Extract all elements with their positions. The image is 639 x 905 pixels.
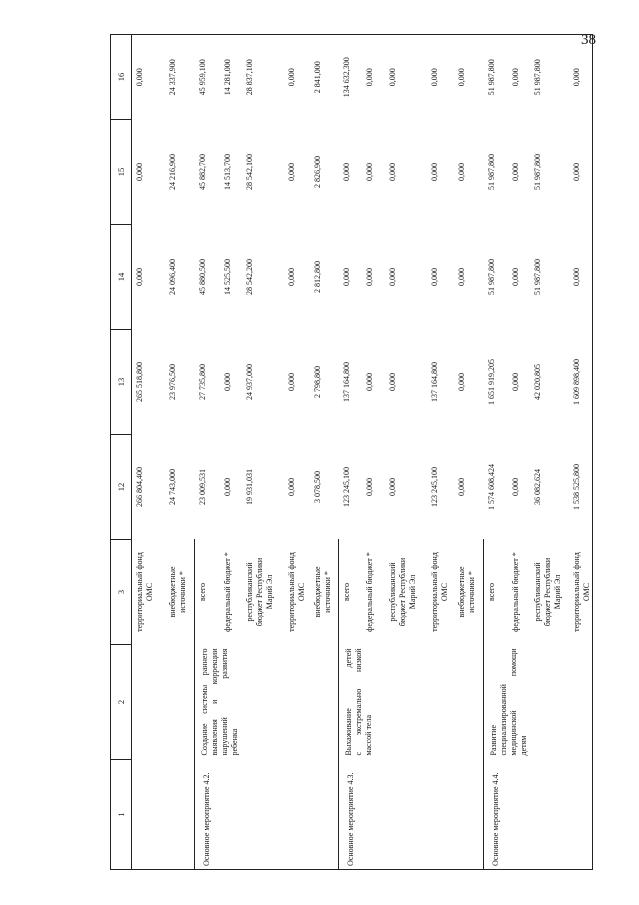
value-col-13: 0,000 <box>222 373 232 391</box>
table-row <box>339 35 362 870</box>
value-col-12: 266 804,400 <box>135 467 144 507</box>
value-col-12: 1 538 525,800 <box>571 464 581 510</box>
value-col-15: 0,000 <box>387 163 397 181</box>
value-col-16: 0,000 <box>456 68 466 87</box>
value-col-15: 0,000 <box>364 163 374 181</box>
value-col-13: 137 164,800 <box>341 362 351 402</box>
value-col-13: 2 798,800 <box>312 366 322 398</box>
value-col-14: 0,000 <box>456 268 466 286</box>
value-col-12: 123 245,100 <box>429 467 439 507</box>
activity-title-cell-continued <box>132 645 195 760</box>
value-col-16: 28 837,100 <box>244 59 254 96</box>
funding-table <box>110 34 593 870</box>
value-col-16: 0,000 <box>135 68 144 87</box>
rotated-table-sheet <box>110 35 590 870</box>
table-row <box>195 35 220 870</box>
column-header-3: 3 <box>111 540 132 645</box>
funding-source: республиканский бюджет Республики Марий Эл <box>532 557 562 627</box>
value-col-13: 0,000 <box>364 373 374 391</box>
value-col-14: 51 987,800 <box>532 259 542 295</box>
activity-cell-continued <box>132 760 195 870</box>
value-col-16: 134 632,300 <box>341 57 351 98</box>
activity-number: Основное мероприятие 4.4. <box>484 760 593 870</box>
value-col-14: 0,000 <box>571 268 581 286</box>
funding-source: всего <box>195 540 220 645</box>
page-number: 38 <box>581 32 596 48</box>
value-col-12: 0,000 <box>387 478 397 496</box>
value-col-15: 51 987,800 <box>532 154 542 190</box>
value-col-14: 0,000 <box>387 268 397 286</box>
column-header-15: 15 <box>111 120 132 225</box>
value-col-15: 28 542,100 <box>244 154 254 190</box>
value-col-16: 51 987,800 <box>532 59 542 96</box>
funding-source: внебюджетные источники * <box>167 566 187 618</box>
value-col-13: 1 651 919,205 <box>486 359 496 405</box>
funding-source: республиканский бюджет Республики Марий Эл <box>387 557 417 627</box>
value-col-16: 0,000 <box>571 68 581 87</box>
activity-title-line: Выхаживание детей <box>344 648 353 756</box>
value-col-13: 265 518,800 <box>135 362 144 402</box>
funding-source: внебюджетные источники * <box>312 566 332 618</box>
value-col-13: 0,000 <box>286 373 296 391</box>
value-col-16: 0,000 <box>364 68 374 87</box>
funding-source: территориальный фонд ОМС <box>429 552 449 632</box>
value-col-15: 45 882,700 <box>197 154 207 190</box>
funding-source: федеральный бюджет * <box>364 552 374 632</box>
column-header-12: 12 <box>111 435 132 540</box>
funding-source: внебюджетные источники * <box>456 566 476 618</box>
value-col-12: 1 574 608,424 <box>486 464 496 510</box>
column-header-1: 1 <box>111 760 132 870</box>
value-col-16: 0,000 <box>510 68 520 87</box>
value-col-16: 0,000 <box>429 68 439 87</box>
activity-title-line: ребенка <box>230 728 239 756</box>
value-col-15: 0,000 <box>510 163 520 181</box>
column-header-2: 2 <box>111 645 132 760</box>
table-row <box>484 35 508 870</box>
value-col-15: 0,000 <box>571 163 581 181</box>
value-col-16: 24 337,900 <box>167 59 177 96</box>
value-col-13: 137 164,800 <box>429 362 439 402</box>
value-col-14: 2 812,800 <box>312 261 322 293</box>
funding-source: всего <box>339 540 362 645</box>
value-col-12: 0,000 <box>222 478 232 496</box>
value-col-12: 36 082,624 <box>532 469 542 505</box>
value-col-13: 0,000 <box>387 373 397 391</box>
value-col-14: 0,000 <box>510 268 520 286</box>
value-col-14: 28 542,200 <box>244 259 254 295</box>
value-col-14: 0,000 <box>286 268 296 286</box>
column-header-14: 14 <box>111 225 132 330</box>
value-col-15: 0,000 <box>429 163 439 181</box>
value-col-15: 0,000 <box>341 163 351 181</box>
activity-number: Основное мероприятие 4.3. <box>339 760 484 870</box>
funding-source: федеральный бюджет * <box>510 552 520 632</box>
value-col-16: 45 959,100 <box>197 59 207 96</box>
value-col-15: 0,000 <box>135 163 144 181</box>
funding-source: всего <box>484 540 508 645</box>
activity-title-line: детям <box>519 735 528 756</box>
funding-source: республиканский бюджет Республики Марий Эл <box>244 557 274 627</box>
activity-title-line: специализированной <box>499 684 508 756</box>
value-col-16: 0,000 <box>387 68 397 87</box>
value-col-13: 24 937,000 <box>244 364 254 400</box>
value-col-16: 0,000 <box>286 68 296 87</box>
value-col-12: 24 743,000 <box>167 469 177 505</box>
activity-title-line: медицинской помощи <box>509 648 518 756</box>
funding-source: территориальный фонд ОМС <box>571 552 591 632</box>
value-col-13: 0,000 <box>456 373 466 391</box>
activity-title <box>195 645 339 760</box>
activity-title-line: с экстремально низкой <box>354 648 363 756</box>
value-col-13: 23 976,500 <box>167 364 177 400</box>
value-col-16: 51 987,800 <box>486 59 496 96</box>
value-col-14: 24 096,400 <box>167 259 177 295</box>
activity-title-line: Создание системы раннего <box>200 648 209 756</box>
value-col-13: 1 609 898,400 <box>571 359 581 405</box>
value-col-15: 24 216,900 <box>167 154 177 190</box>
value-col-12: 23 009,531 <box>197 469 207 505</box>
value-col-14: 0,000 <box>429 268 439 286</box>
column-header-16: 16 <box>111 35 132 120</box>
value-col-13: 42 020,805 <box>532 364 542 400</box>
value-col-14: 51 987,800 <box>486 259 496 295</box>
activity-title-line: нарушений развития <box>220 648 229 756</box>
header-row <box>111 35 132 870</box>
value-col-15: 51 987,800 <box>486 154 496 190</box>
value-col-14: 45 880,500 <box>197 259 207 295</box>
funding-source: федеральный бюджет * <box>222 552 232 632</box>
column-header-13: 13 <box>111 330 132 435</box>
activity-title-line: массой тела <box>364 714 373 756</box>
activity-title-line: выявления и коррекции <box>210 648 219 756</box>
value-col-12: 19 931,031 <box>244 469 254 505</box>
activity-title-line: Развитие <box>489 724 498 756</box>
value-col-12: 0,000 <box>364 478 374 496</box>
value-col-16: 2 841,000 <box>312 61 322 94</box>
activity-title <box>484 645 593 760</box>
table-row <box>132 35 165 870</box>
value-col-12: 123 245,100 <box>341 467 351 507</box>
value-col-12: 3 078,500 <box>312 471 322 503</box>
funding-source: территориальный фонд ОМС <box>286 552 306 632</box>
value-col-12: 0,000 <box>510 478 520 496</box>
value-col-13: 27 735,800 <box>197 364 207 400</box>
value-col-14: 0,000 <box>135 268 144 286</box>
value-col-13: 0,000 <box>510 373 520 391</box>
activity-title <box>339 645 484 760</box>
value-col-15: 2 826,900 <box>312 156 322 188</box>
value-col-14: 0,000 <box>341 268 351 286</box>
value-col-15: 14 513,700 <box>222 154 232 190</box>
value-col-16: 14 281,000 <box>222 59 232 96</box>
value-col-14: 0,000 <box>364 268 374 286</box>
value-col-14: 14 525,500 <box>222 259 232 295</box>
value-col-15: 0,000 <box>286 163 296 181</box>
value-col-12: 0,000 <box>286 478 296 496</box>
value-col-15: 0,000 <box>456 163 466 181</box>
value-col-12: 0,000 <box>456 478 466 496</box>
funding-source: территориальный фонд ОМС <box>135 552 154 632</box>
activity-number: Основное мероприятие 4.2. <box>195 760 339 870</box>
